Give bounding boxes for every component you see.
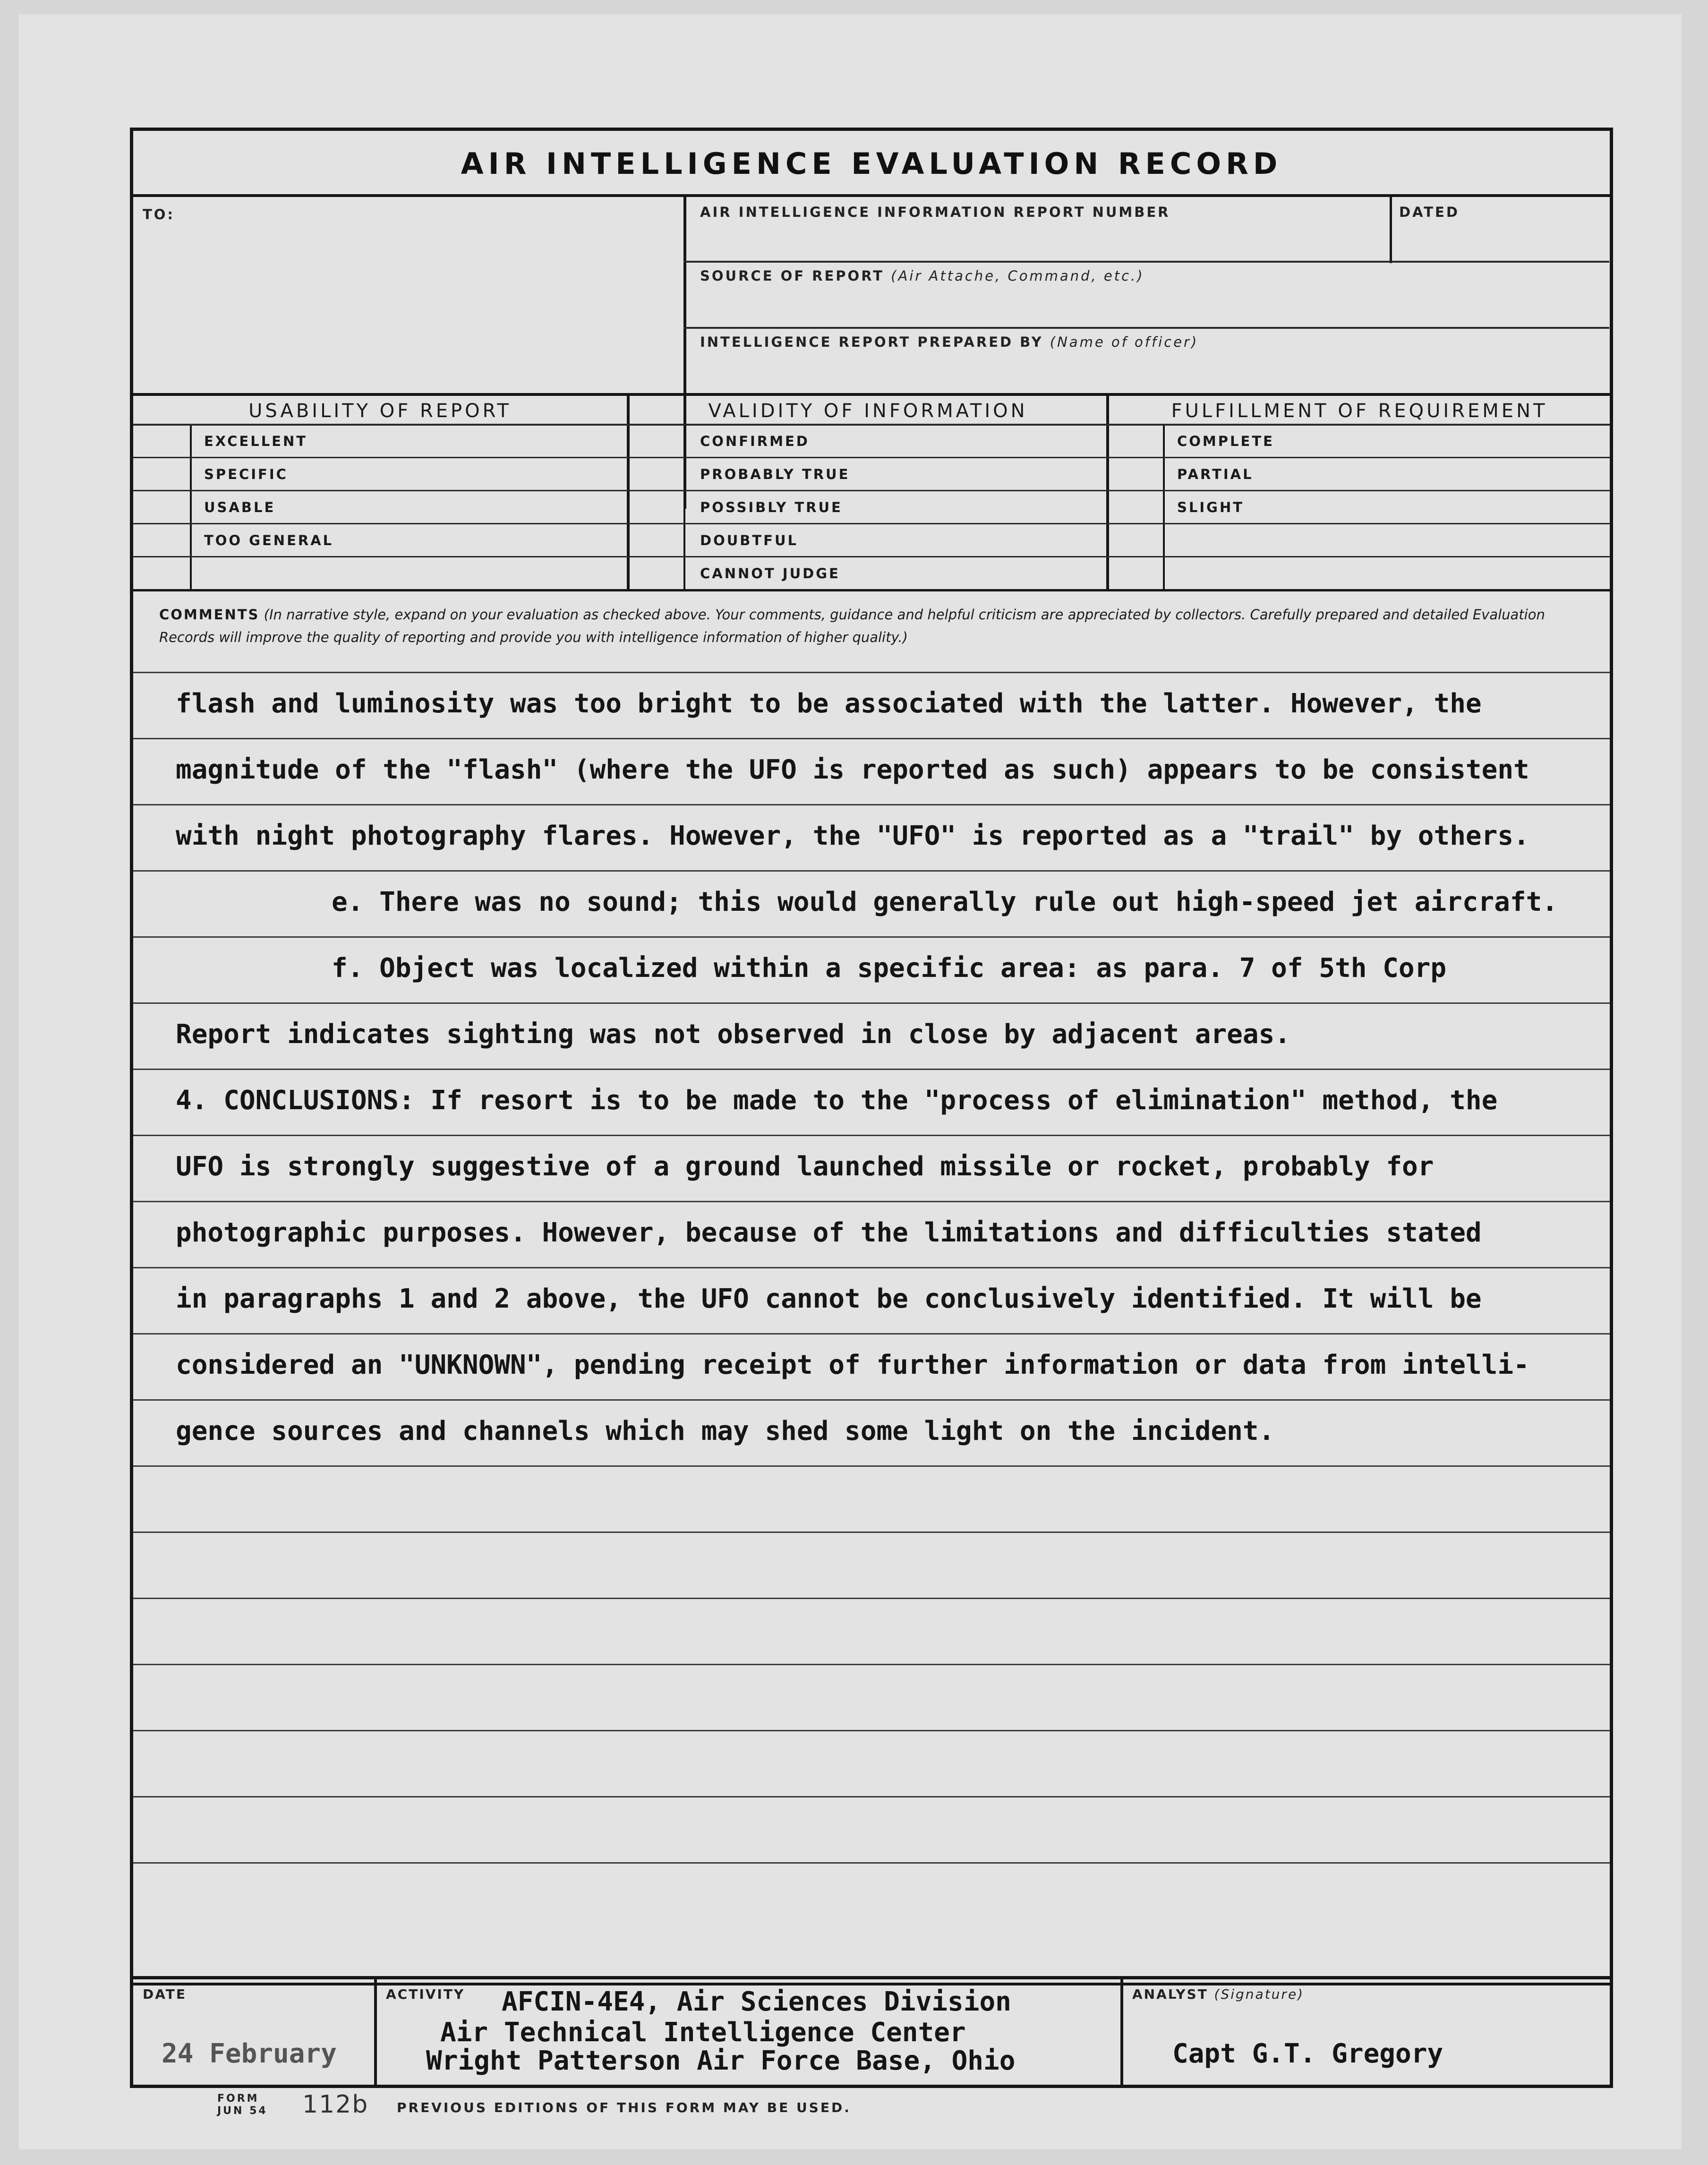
comment-line: e. There was no sound; this would generally rule out high-speed jet aircraft. xyxy=(332,887,1558,917)
grid-bottom-rule xyxy=(133,589,1610,591)
fulfillment-option: COMPLETE xyxy=(1177,433,1274,449)
grid-divider-1 xyxy=(627,393,630,591)
grid-divider-2 xyxy=(1106,393,1109,591)
checkbox-column-1 xyxy=(190,424,192,591)
comments-label: COMMENTS xyxy=(159,607,260,623)
validity-option: CANNOT JUDGE xyxy=(700,565,840,582)
signature-block xyxy=(130,1979,1613,2088)
comment-rule xyxy=(133,1465,1610,1467)
comment-line: Report indicates sighting was not observed in close by adjacent areas. xyxy=(176,1019,1291,1050)
grid-rule-4 xyxy=(133,556,1610,557)
usability-heading: USABILITY OF REPORT xyxy=(248,400,512,422)
comment-rule xyxy=(133,738,1610,739)
validity-option: CONFIRMED xyxy=(700,433,810,449)
comment-line: 4. CONCLUSIONS: If resort is to be made to the "process of elimination" method, the xyxy=(176,1085,1498,1116)
header-bottom-rule xyxy=(133,393,1610,396)
to-label: TO: xyxy=(143,206,175,222)
comment-rule xyxy=(133,936,1610,938)
comment-rule xyxy=(133,1796,1610,1797)
validity-option: PROBABLY TRUE xyxy=(700,466,850,482)
dated-divider xyxy=(1390,197,1392,263)
comment-line: gence sources and channels which may shed some light on the incident. xyxy=(176,1416,1275,1446)
comments-instructions xyxy=(159,603,1586,649)
prepared-by-hint: (Name of officer) xyxy=(1050,334,1199,350)
date-value: 24 February xyxy=(162,2038,337,2069)
comment-rule xyxy=(133,1135,1610,1136)
checkbox-column-3 xyxy=(1163,424,1165,591)
comment-rule xyxy=(133,1532,1610,1533)
comment-rule xyxy=(133,1333,1610,1335)
header-rule-2 xyxy=(683,327,1609,329)
fulfillment-heading: FULFILLMENT OF REQUIREMENT xyxy=(1171,400,1548,422)
header-rule-1 xyxy=(683,261,1609,263)
usability-option: EXCELLENT xyxy=(204,433,308,449)
comment-rule xyxy=(133,1598,1610,1599)
usability-option: SPECIFIC xyxy=(204,466,288,482)
analyst-hint: (Signature) xyxy=(1214,1986,1305,2002)
report-number-label: AIR INTELLIGENCE INFORMATION REPORT NUMBER xyxy=(700,204,1170,220)
comment-rule xyxy=(133,804,1610,805)
grid-rule-2 xyxy=(133,490,1610,491)
source-label-text: SOURCE OF REPORT xyxy=(700,268,885,284)
comment-line: photographic purposes. However, because of the limitations and difficulties stated xyxy=(176,1217,1482,1248)
activity-line: Wright Patterson Air Force Base, Ohio xyxy=(426,2045,1016,2076)
dated-label: DATED xyxy=(1399,204,1460,220)
fulfillment-option: SLIGHT xyxy=(1177,499,1245,515)
usability-option: USABLE xyxy=(204,499,276,515)
comment-rule xyxy=(133,1664,1610,1665)
prepared-by-text: INTELLIGENCE REPORT PREPARED BY xyxy=(700,334,1043,350)
analyst-label-text: ANALYST xyxy=(1132,1986,1208,2002)
prepared-by-label xyxy=(700,334,1198,350)
grid-rule-1 xyxy=(133,457,1610,458)
comments-instructions-text: (In narrative style, expand on your evaluation as checked above. Your comments, guidance and helpful criticism are appreciated by collectors. Carefully prepared and detailed Evaluation Records will improve the quality of reporting and provide you with intelligence information of higher quality.) xyxy=(159,607,1545,645)
activity-line: AFCIN-4E4, Air Sciences Division xyxy=(502,1986,1011,2017)
comment-rule xyxy=(133,870,1610,872)
analyst-value: Capt G.T. Gregory xyxy=(1172,2038,1443,2069)
comment-rule xyxy=(133,1069,1610,1070)
analyst-divider xyxy=(1120,1979,1123,2085)
comment-rule xyxy=(133,1730,1610,1731)
checkbox-column-2 xyxy=(683,424,685,591)
fulfillment-option: PARTIAL xyxy=(1177,466,1254,482)
comment-rule xyxy=(133,1201,1610,1202)
analyst-label xyxy=(1132,1986,1304,2002)
form-label-text: FORM xyxy=(217,2093,259,2105)
comment-rule xyxy=(133,1267,1610,1268)
date-label: DATE xyxy=(143,1986,187,2002)
evaluation-form xyxy=(130,128,1613,1979)
usability-option: TOO GENERAL xyxy=(204,532,334,548)
validity-option: POSSIBLY TRUE xyxy=(700,499,843,515)
comment-rule xyxy=(133,1399,1610,1401)
form-number: 112b xyxy=(302,2090,369,2119)
comment-line: considered an "UNKNOWN", pending receipt of further information or data from intelli- xyxy=(176,1350,1529,1380)
form-label xyxy=(217,2093,268,2117)
comment-line: f. Object was localized within a specific area: as para. 7 of 5th Corp xyxy=(332,953,1447,984)
form-date: JUN 54 xyxy=(217,2105,268,2117)
grid-rule-0 xyxy=(133,424,1610,426)
comment-rule xyxy=(133,1862,1610,1864)
comment-rule xyxy=(133,1002,1610,1004)
activity-line: Air Technical Intelligence Center xyxy=(440,2017,966,2048)
form-title: AIR INTELLIGENCE EVALUATION RECORD xyxy=(133,131,1610,197)
source-hint: (Air Attache, Command, etc.) xyxy=(891,268,1144,284)
validity-heading: VALIDITY OF INFORMATION xyxy=(708,400,1028,422)
date-divider xyxy=(374,1979,377,2085)
comment-rule xyxy=(133,672,1610,673)
grid-rule-3 xyxy=(133,523,1610,524)
activity-label: ACTIVITY xyxy=(386,1986,465,2002)
source-label xyxy=(700,268,1144,284)
comment-line: flash and luminosity was too bright to be associated with the latter. However, the xyxy=(176,688,1482,719)
footer-notice: PREVIOUS EDITIONS OF THIS FORM MAY BE USED. xyxy=(397,2100,851,2115)
comment-line: UFO is strongly suggestive of a ground launched missile or rocket, probably for xyxy=(176,1151,1434,1182)
comment-line: magnitude of the "flash" (where the UFO is reported as such) appears to be consistent xyxy=(176,754,1529,785)
comment-line: in paragraphs 1 and 2 above, the UFO cannot be conclusively identified. It will be xyxy=(176,1284,1482,1314)
comment-line: with night photography flares. However, the "UFO" is reported as a "trail" by others. xyxy=(176,821,1529,851)
document-page xyxy=(19,14,1682,2149)
validity-option: DOUBTFUL xyxy=(700,532,798,548)
